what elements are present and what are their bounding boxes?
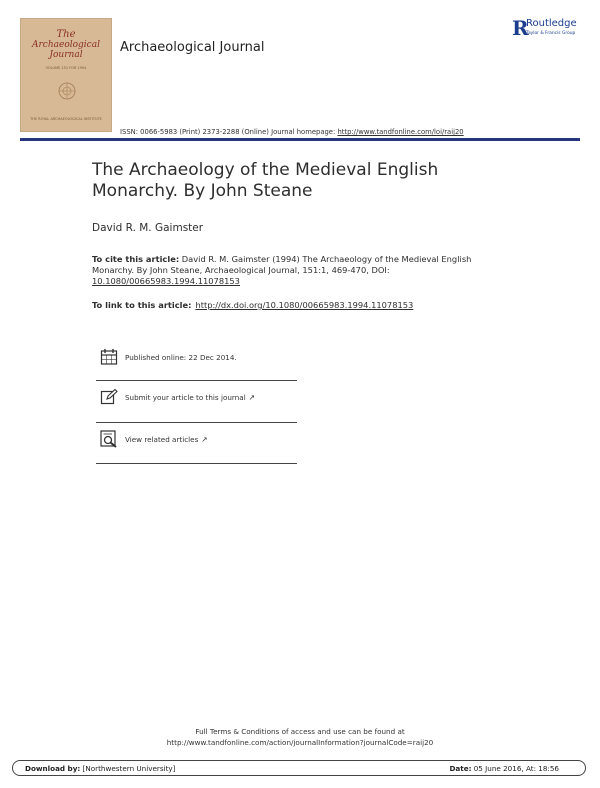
cover-volume: VOLUME 151 FOR 1994 bbox=[45, 66, 87, 70]
issn-text: ISSN: 0066-5983 (Print) 2373-2288 (Online) Journal homepage: bbox=[120, 128, 338, 136]
routledge-mark-icon: R bbox=[512, 16, 529, 40]
cover-emblem-icon bbox=[57, 81, 77, 101]
downloaded-by-value: [Northwestern University] bbox=[80, 764, 176, 773]
journal-homepage-link[interactable]: http://www.tandfonline.com/loi/raij20 bbox=[337, 128, 464, 136]
downloaded-by bbox=[25, 764, 175, 773]
terms-link[interactable]: http://www.tandfonline.com/action/journalInformation?journalCode=raij20 bbox=[166, 738, 434, 747]
citation-block bbox=[92, 254, 512, 287]
journal-cover bbox=[20, 18, 112, 132]
info-divider-1 bbox=[96, 380, 297, 381]
cover-title-line2: Journal bbox=[49, 50, 83, 60]
related-articles-label bbox=[125, 435, 208, 444]
journal-name: Archaeological Journal bbox=[120, 40, 265, 55]
article-title: The Archaeology of the Medieval English Monarchy. By John Steane bbox=[92, 160, 439, 201]
external-link-icon: ↗ bbox=[248, 393, 255, 402]
cover-title bbox=[21, 40, 111, 60]
routledge-logo[interactable] bbox=[512, 17, 587, 43]
download-info-bar bbox=[12, 760, 586, 776]
terms-text: Full Terms & Conditions of access and use can be found at bbox=[195, 727, 405, 736]
link-label: To link to this article: bbox=[92, 300, 192, 310]
edit-icon bbox=[100, 388, 118, 406]
info-divider-2 bbox=[96, 422, 297, 423]
related-search-icon bbox=[100, 430, 118, 448]
download-date bbox=[449, 764, 559, 773]
cover-line-the: The bbox=[56, 29, 76, 40]
article-doi-link[interactable]: http://dx.doi.org/10.1080/00665983.1994.11078153 bbox=[195, 300, 414, 310]
cover-title-line1: Archaeological bbox=[32, 40, 100, 50]
external-link-icon: ↗ bbox=[201, 435, 208, 444]
cover-publisher: THE ROYAL ARCHAEOLOGICAL INSTITUTE bbox=[30, 117, 102, 121]
submit-article-link[interactable] bbox=[96, 388, 297, 410]
cite-text: David R. M. Gaimster (1994) The Archaeology of the Medieval English Monarchy. By John Steane, Archaeological Journal, 151:1, 469-470, DOI: bbox=[92, 254, 472, 275]
logo-subtitle: Taylor & Francis Group bbox=[526, 31, 576, 36]
cite-label: To cite this article: bbox=[92, 254, 180, 264]
calendar-icon bbox=[100, 348, 118, 366]
issn-line bbox=[120, 128, 464, 136]
info-divider-3 bbox=[96, 463, 297, 464]
published-date: Published online: 22 Dec 2014. bbox=[125, 353, 237, 362]
download-date-label: Date: bbox=[449, 764, 472, 773]
related-articles-text: View related articles bbox=[125, 435, 199, 444]
related-articles-link[interactable] bbox=[96, 430, 297, 452]
logo-name: Routledge bbox=[526, 18, 577, 29]
cite-doi-link[interactable]: 10.1080/00665983.1994.11078153 bbox=[92, 276, 240, 286]
article-author: David R. M. Gaimster bbox=[92, 222, 204, 234]
article-link-line bbox=[92, 300, 413, 310]
submit-article-text: Submit your article to this journal bbox=[125, 393, 246, 402]
header-divider bbox=[20, 138, 580, 141]
downloaded-by-label: Download by: bbox=[25, 764, 81, 773]
submit-article-label bbox=[125, 393, 255, 402]
download-date-value: 05 June 2016, At: 18:56 bbox=[471, 764, 559, 773]
published-row bbox=[96, 348, 297, 370]
